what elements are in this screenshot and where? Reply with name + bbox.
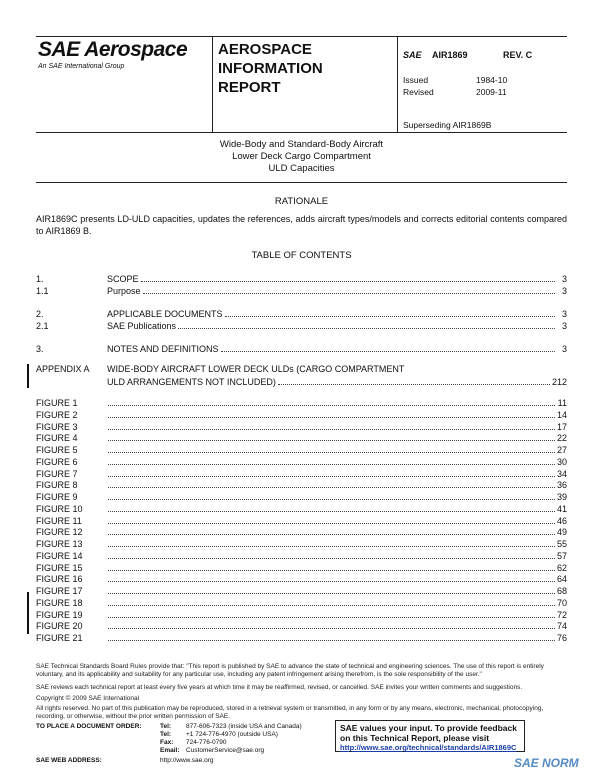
figure-entry[interactable] (36, 396, 567, 408)
toc-num: 3. (36, 344, 44, 354)
toc-leader (108, 498, 555, 500)
toc-leader (141, 280, 555, 282)
figure-entry[interactable] (36, 502, 567, 514)
toc-num: 1.1 (36, 286, 49, 296)
toc-page: 3 (561, 344, 567, 354)
figure-label: FIGURE 2 (36, 409, 78, 420)
figure-entry[interactable] (36, 408, 567, 420)
title-line-1: AEROSPACE (218, 41, 312, 58)
toc-entry[interactable] (36, 272, 567, 284)
figure-label: FIGURE 20 (36, 621, 83, 632)
figure-label: FIGURE 3 (36, 421, 78, 432)
fax: 724-776-0790 (186, 739, 227, 746)
figure-entry[interactable] (36, 619, 567, 631)
revised-label: Revised (403, 87, 434, 97)
figure-page: 39 (556, 492, 567, 502)
superseding: Superseding AIR1869B (403, 120, 492, 130)
toc-leader (108, 404, 555, 406)
figure-entry[interactable] (36, 455, 567, 467)
figure-entry[interactable] (36, 431, 567, 443)
toc-num: 2.1 (36, 321, 49, 331)
figure-entry[interactable] (36, 467, 567, 479)
toc-num: 2. (36, 309, 44, 319)
toc-title: NOTES AND DEFINITIONS (107, 344, 219, 354)
figure-page: 72 (556, 609, 567, 620)
toc-leader (108, 475, 555, 477)
doc-number-block (403, 50, 563, 60)
footer-copyright: Copyright © 2009 SAE International (36, 695, 140, 702)
figure-page: 30 (556, 456, 567, 467)
figure-entry[interactable] (36, 608, 567, 620)
figure-page: 36 (556, 480, 567, 491)
figure-page: 64 (556, 574, 567, 585)
figure-page: 74 (556, 621, 567, 632)
revision: REV. C (503, 50, 533, 60)
figure-label: FIGURE 9 (36, 492, 78, 502)
document-type-title (218, 40, 323, 97)
figure-label: FIGURE 7 (36, 468, 78, 479)
toc-title: APPLICABLE DOCUMENTS (107, 309, 223, 319)
figure-label: FIGURE 15 (36, 562, 83, 573)
web-label: SAE WEB ADDRESS: (36, 757, 102, 764)
figure-label: FIGURE 4 (36, 433, 78, 444)
toc-entry[interactable] (36, 284, 567, 296)
footer-review: SAE reviews each technical report at least every five years at which time it may be reaffirmed, revised, or cancelled. SAE invites your written comments and suggestions. (36, 684, 523, 691)
figure-label: FIGURE 21 (36, 633, 83, 643)
toc-leader (108, 428, 555, 430)
figure-entry[interactable] (36, 490, 567, 502)
appendix-line-2: ULD ARRANGEMENTS NOT INCLUDED) (107, 377, 276, 387)
toc-leader (143, 292, 555, 294)
figure-label: FIGURE 16 (36, 574, 83, 585)
figure-page: 55 (556, 539, 567, 549)
subject-line-3: ULD Capacities (268, 163, 335, 174)
toc-leader (178, 327, 555, 329)
figure-entry[interactable] (36, 596, 567, 608)
toc-page: 3 (561, 274, 567, 284)
toc-leader (108, 522, 555, 524)
appendix-num: APPENDIX A (36, 364, 90, 374)
document-subject (36, 139, 567, 175)
figure-label: FIGURE 12 (36, 527, 83, 538)
toc-leader (108, 616, 555, 618)
appendix-entry[interactable] (107, 375, 567, 387)
figure-entry[interactable] (36, 631, 567, 643)
logo-main: SAE Aerospace (38, 38, 188, 61)
figure-label: FIGURE 1 (36, 398, 78, 408)
change-bar (27, 364, 29, 388)
toc-title: SAE Publications (107, 321, 177, 331)
toc-leader (108, 451, 555, 453)
toc-leader (108, 604, 555, 606)
rationale-heading: RATIONALE (274, 196, 329, 207)
toc-leader (108, 463, 555, 465)
figure-entry[interactable] (36, 478, 567, 490)
toc-leader (108, 580, 555, 582)
toc-page: 3 (561, 286, 567, 296)
appendix-line-1: WIDE-BODY AIRCRAFT LOWER DECK ULDs (CARGO COMPARTMENT (107, 364, 405, 374)
issued-row (403, 75, 428, 85)
figure-page: 68 (556, 586, 567, 596)
figure-page: 46 (556, 515, 567, 526)
toc-page: 3 (561, 321, 567, 331)
toc-heading: TABLE OF CONTENTS (251, 250, 352, 261)
figure-label: FIGURE 14 (36, 550, 83, 561)
figure-page: 27 (556, 445, 567, 455)
footer-rules: SAE Technical Standards Board Rules provide that: "This report is published by SAE to advance the state of technical and engineering sciences. The use of this report is entirely voluntary, and its applicability and suitability for any particular use, including any patent infringement arising therefrom, is the sole responsibility of the user." (36, 663, 544, 678)
figure-entry[interactable] (36, 443, 567, 455)
toc-title: Purpose (107, 286, 141, 296)
web-link[interactable]: http://www.sae.org (160, 757, 214, 764)
figure-label: FIGURE 5 (36, 445, 78, 455)
figure-entry[interactable] (36, 420, 567, 432)
toc-title: SCOPE (107, 274, 139, 284)
toc-leader (108, 557, 555, 559)
figure-page: 11 (557, 398, 567, 408)
order-label: TO PLACE A DOCUMENT ORDER: (36, 723, 142, 730)
tel-label-1: Tel: (160, 723, 172, 730)
figure-entry[interactable] (36, 572, 567, 584)
figure-label: FIGURE 19 (36, 609, 83, 620)
logo-sub: An SAE International Group (38, 63, 125, 70)
figure-page: 49 (556, 527, 567, 538)
toc-leader (278, 383, 550, 385)
toc-leader (108, 545, 555, 547)
change-bar (27, 592, 29, 634)
feedback-line-2: on this Technical Report, please visit (340, 733, 490, 743)
figure-entry[interactable] (36, 537, 567, 549)
title-line-3: REPORT (218, 79, 281, 96)
toc-leader (108, 533, 555, 535)
issued-date: 1984-10 (476, 75, 508, 85)
feedback-box (335, 720, 525, 752)
figure-label: FIGURE 6 (36, 456, 78, 467)
subject-line-2: Lower Deck Cargo Compartment (232, 151, 371, 162)
toc-leader (108, 510, 555, 512)
tel-2: +1 724-776-4970 (outside USA) (186, 731, 278, 738)
toc-leader (108, 592, 555, 594)
toc-leader (108, 439, 555, 441)
figure-label: FIGURE 13 (36, 539, 83, 549)
email-label: Email: (160, 747, 180, 754)
tel-1: 877-606-7323 (inside USA and Canada) (186, 723, 302, 730)
feedback-link[interactable]: http://www.sae.org/technical/standards/AIR1869C (340, 743, 517, 752)
toc-leader (108, 627, 555, 629)
figure-page: 41 (556, 503, 567, 514)
toc-leader (108, 486, 555, 488)
watermark-text: SAE NORM (514, 756, 579, 770)
toc-leader (221, 350, 555, 352)
figure-page: 57 (556, 550, 567, 561)
issued-label: Issued (403, 75, 429, 85)
figure-page: 17 (556, 421, 567, 432)
toc-entry[interactable] (36, 307, 567, 319)
figure-label: FIGURE 8 (36, 480, 78, 491)
toc-num: 1. (36, 274, 44, 284)
toc-page: 3 (561, 309, 567, 319)
figure-page: 62 (556, 562, 567, 573)
rationale-text: AIR1869C presents LD-ULD capacities, updates the references, adds aircraft types/models and corrects editorial contents compared to AIR1869 B. (36, 214, 567, 236)
appendix-page: 212 (551, 377, 567, 387)
figure-page: 70 (556, 597, 567, 608)
sae-mark: SAE (403, 50, 422, 60)
title-line-2: INFORMATION (218, 60, 323, 77)
figure-label: FIGURE 10 (36, 503, 83, 514)
figure-page: 22 (556, 433, 567, 444)
doc-number: AIR1869 (432, 50, 468, 60)
figure-entry[interactable] (36, 584, 567, 596)
footer-rights: All rights reserved. No part of this publication may be reproduced, stored in a retrieval system or transmitted, in any form or by any means, electronic, mechanical, photocopying, recording, or otherwise, without the prior written permission of SAE. (36, 705, 544, 720)
revised-date: 2009-11 (476, 87, 507, 97)
figure-label: FIGURE 18 (36, 597, 83, 608)
fax-label: Fax: (160, 739, 174, 746)
figure-label: FIGURE 17 (36, 586, 83, 596)
figure-page: 14 (556, 409, 567, 420)
toc-leader (108, 639, 555, 641)
email-link[interactable]: CustomerService@sae.org (186, 747, 265, 754)
figure-entry[interactable] (36, 514, 567, 526)
sae-logo (38, 38, 208, 70)
figure-entry[interactable] (36, 561, 567, 573)
feedback-line-1: SAE values your input. To provide feedback (340, 723, 517, 733)
toc-leader (225, 315, 555, 317)
toc-entry[interactable] (36, 319, 567, 331)
figure-entry[interactable] (36, 525, 567, 537)
figure-page: 76 (556, 633, 567, 643)
toc-entry[interactable] (36, 342, 567, 354)
figure-label: FIGURE 11 (36, 515, 82, 526)
figure-page: 34 (556, 468, 567, 479)
watermark-logo (514, 756, 579, 770)
toc-leader (108, 416, 555, 418)
subject-line-1: Wide-Body and Standard-Body Aircraft (219, 139, 384, 150)
figure-entry[interactable] (36, 549, 567, 561)
toc-leader (108, 569, 555, 571)
tel-label-2: Tel: (160, 731, 172, 738)
